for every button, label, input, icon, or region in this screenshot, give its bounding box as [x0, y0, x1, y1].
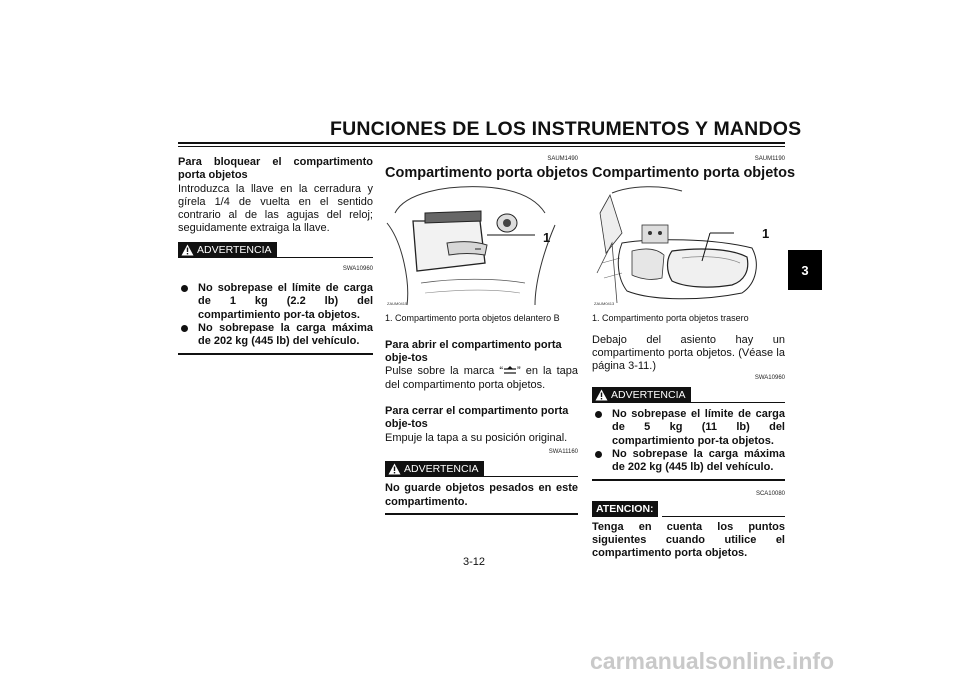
- warning-text: No guarde objetos pesados en este compartimento.: [385, 482, 578, 508]
- close-subtitle: Para cerrar el compartimento porta obje-tos: [385, 405, 569, 431]
- open-body-start: Pulse sobre la marca “: [385, 365, 503, 378]
- warning-code: SWA10960: [342, 265, 373, 272]
- warning-header: [385, 461, 578, 477]
- warning-label: ADVERTENCIA: [197, 243, 272, 256]
- figure-callout: 1: [543, 229, 551, 245]
- column-middle: [385, 153, 589, 515]
- warning-rule: [277, 257, 374, 258]
- bullet-text: No sobrepase la carga máxima de 202 kg (445 lb) del vehículo.: [198, 321, 373, 348]
- warning-triangle-icon: [595, 389, 608, 401]
- caution-label: ATENCION:: [596, 502, 654, 515]
- chapter-tab[interactable]: [788, 250, 822, 290]
- page-title: FUNCIONES DE LOS INSTRUMENTOS Y MANDOS: [330, 118, 802, 140]
- open-subtitle: Para abrir el compartimento porta obje-tos: [385, 338, 562, 365]
- column-right: [592, 153, 796, 561]
- figure-caption: 1. Compartimento porta objetos trasero: [592, 312, 749, 323]
- rear-compartment-illustration: [592, 183, 770, 308]
- section-title: Compartimento porta objetos: [385, 165, 589, 182]
- bullet-text: No sobrepase la carga máxima de 202 kg (445 lb) del vehículo.: [612, 447, 785, 474]
- warning-badge: [592, 387, 691, 403]
- warning-rule: [691, 402, 786, 403]
- warning-header: [178, 242, 373, 258]
- warning-end-rule: [178, 353, 373, 355]
- figure-front-compartment: [385, 183, 563, 308]
- open-body: [385, 365, 578, 392]
- title-rule-thin: [178, 146, 785, 147]
- warning-bullets: [178, 282, 373, 348]
- lock-body: Introduzca la llave en la cerradura y gírela 1/4 de vuelta en el sentido contrario al de las agujas del reloj; seguidamente extraiga la llave.: [178, 182, 373, 235]
- close-body: Empuje la tapa a su posición original.: [385, 431, 568, 444]
- figure-id: ZAUM0415: [387, 300, 408, 306]
- section-code: SAUM1490: [547, 156, 578, 162]
- column-left: [178, 156, 373, 355]
- bullet-text: No sobrepase el límite de carga de 1 kg (2.2 lb) del compartimiento por-ta objetos.: [198, 282, 373, 321]
- warning-code: SWA10960: [754, 374, 785, 381]
- watermark[interactable]: carmanualsonline.info: [590, 648, 835, 674]
- warning-end-rule: [385, 513, 578, 515]
- warning-code: SWA11160: [548, 448, 578, 455]
- figure-caption: 1. Compartimento porta objetos delantero B: [385, 312, 560, 323]
- section-code: SAUM1190: [754, 156, 785, 162]
- warning-rule: [484, 476, 579, 477]
- page-number: 3-12: [463, 556, 486, 568]
- bullet-icon: [595, 451, 602, 458]
- warning-label: ADVERTENCIA: [611, 389, 686, 402]
- warning-header: [592, 387, 785, 403]
- list-item: [592, 408, 785, 448]
- caution-header: [592, 501, 785, 517]
- warning-label: ADVERTENCIA: [404, 463, 479, 476]
- figure-id: ZAUM0413: [594, 300, 615, 306]
- open-body-end: ” en la tapa del compartimento porta objetos.: [385, 365, 578, 391]
- warning-badge: [385, 461, 484, 477]
- list-item: [592, 448, 785, 475]
- lock-subtitle: Para bloquear el compartimento porta objetos: [178, 156, 373, 182]
- caution-code: SCA10080: [755, 490, 785, 497]
- bullet-icon: [595, 411, 602, 418]
- bullet-icon: [181, 285, 188, 292]
- bullet-icon: [181, 325, 188, 332]
- caution-rule: [662, 516, 785, 517]
- front-compartment-illustration: [385, 183, 563, 308]
- figure-rear-compartment: [592, 183, 770, 308]
- bullet-text: No sobrepase el límite de carga de 5 kg (11 lb) del compartimiento por-ta objetos.: [612, 408, 785, 447]
- list-item: [178, 322, 373, 349]
- figure-callout: 1: [762, 225, 770, 241]
- chapter-number: 3: [801, 262, 809, 278]
- arrow-mark-icon: [503, 366, 517, 375]
- title-rule: [178, 142, 785, 144]
- warning-bullets: [592, 408, 785, 474]
- warning-badge: [178, 242, 277, 258]
- warning-triangle-icon: [388, 463, 401, 475]
- warning-end-rule: [592, 479, 785, 481]
- section-title: Compartimento porta objetos: [592, 165, 796, 182]
- caution-badge: [592, 501, 658, 517]
- rear-body: Debajo del asiento hay un compartimento porta objetos. (Véase la página 3-11.): [592, 333, 785, 373]
- list-item: [178, 282, 373, 322]
- warning-triangle-icon: [181, 244, 194, 256]
- caution-text: Tenga en cuenta los puntos siguientes cuando utilice el compartimento porta objetos.: [592, 520, 785, 560]
